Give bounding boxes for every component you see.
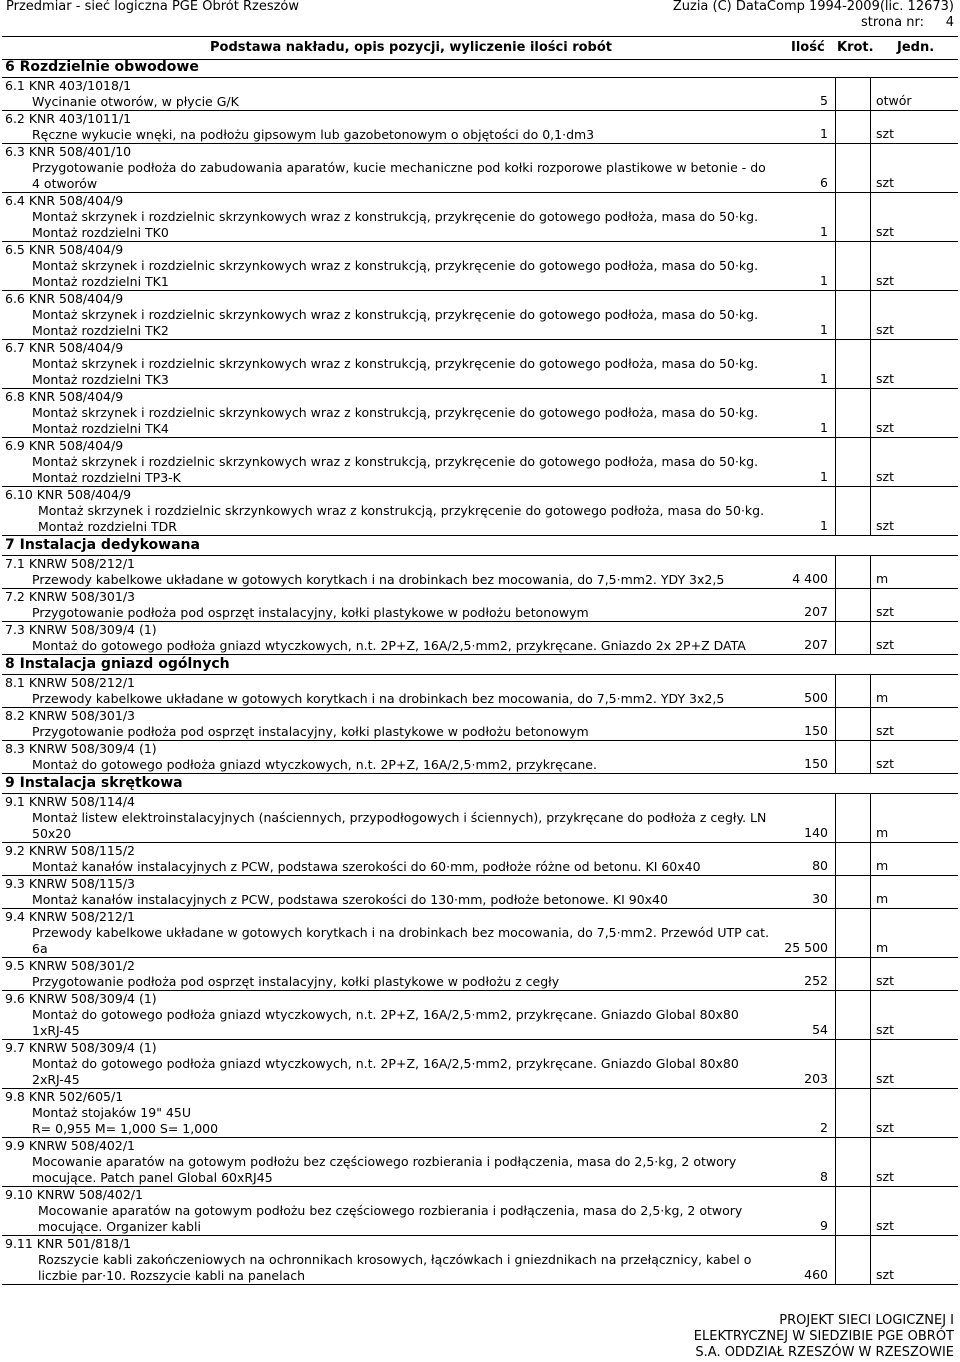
table-row — [2, 1236, 958, 1285]
item-quantity: 252 — [804, 973, 828, 988]
column-header-description: Podstawa nakładu, opis pozycji, wyliczenie ilości robót — [210, 40, 613, 55]
item-description: Przygotowanie podłoża pod osprzęt instalacyjny, kołki plastykowe w podłożu betonowym — [32, 724, 589, 739]
item-description: Montaż skrzynek i rozdzielnic skrzynkowych wraz z konstrukcją, przykręcenie do gotowego podłoża, masa do 50·kg. Montaż rozdzielni TK2 — [32, 307, 759, 338]
item-code: 6.4 KNR 508/404/9 — [5, 193, 124, 208]
item-description: Przygotowanie podłoża do zabudowania aparatów, kucie mechaniczne pod kołki rozporowe plastikowe w betonie - do 4 otworów — [32, 160, 766, 191]
item-description: Mocowanie aparatów na gotowym podłożu bez częściowego rozbierania i podłączenia, masa do 2,5·kg, 2 otwory mocujące. Patch panel Global 60xRJ45 — [32, 1154, 737, 1185]
item-code: 7.2 KNRW 508/301/3 — [5, 589, 136, 604]
item-description: Montaż skrzynek i rozdzielnic skrzynkowych wraz z konstrukcją, przykręcenie do gotowego podłoża, masa do 50·kg. Montaż rozdzielni TK1 — [32, 258, 759, 289]
column-header-unit: Jedn. — [897, 40, 935, 55]
item-code: 7.3 KNRW 508/309/4 (1) — [5, 622, 157, 637]
table-row — [2, 78, 958, 111]
item-code: 6.6 KNR 508/404/9 — [5, 291, 124, 306]
item-unit: m — [876, 940, 889, 955]
item-description: Montaż kanałów instalacyjnych z PCW, podstawa szerokości do 60·mm, podłoże różne od betonu. KI 60x40 — [32, 859, 701, 874]
item-description: Wycinanie otworów, w płycie G/K — [32, 94, 239, 109]
item-description: Montaż kanałów instalacyjnych z PCW, podstawa szerokości do 130·mm, podłoże betonowe. KI 90x40 — [32, 892, 668, 907]
item-quantity: 1 — [820, 224, 828, 239]
item-code: 9.10 KNRW 508/402/1 — [5, 1187, 143, 1202]
item-description: Przygotowanie podłoża pod osprzęt instalacyjny, kołki plastykowe w podłożu z cegły — [32, 974, 560, 989]
item-unit: szt — [876, 1267, 894, 1282]
item-unit: szt — [876, 973, 894, 988]
item-description: Ręczne wykucie wnęki, na podłożu gipsowym lub gazobetonowym o objętości do 0,1·dm3 — [32, 127, 595, 142]
table-row — [2, 843, 958, 876]
item-description: Montaż skrzynek i rozdzielnic skrzynkowych wraz z konstrukcją, przykręcenie do gotowego podłoża, masa do 50·kg. Montaż rozdzielni TK3 — [32, 356, 759, 387]
table-row — [2, 438, 958, 487]
item-code: 9.9 KNRW 508/402/1 — [5, 1138, 136, 1153]
item-description: Montaż do gotowego podłoża gniazd wtyczkowych, n.t. 2P+Z, 16A/2,5·mm2, przykręcane. Gniazdo Global 80x80 2xRJ-45 — [32, 1056, 739, 1087]
item-code: 6.3 KNR 508/401/10 — [5, 144, 132, 159]
table-row — [2, 1187, 958, 1236]
table-row — [2, 958, 958, 991]
item-description: Montaż do gotowego podłoża gniazd wtyczkowych, n.t. 2P+Z, 16A/2,5·mm2, przykręcane. Gniazdo 2x 2P+Z DATA — [32, 638, 746, 653]
table-row — [2, 991, 958, 1040]
item-description: Montaż skrzynek i rozdzielnic skrzynkowych wraz z konstrukcją, przykręcenie do gotowego podłoża, masa do 50·kg. Montaż rozdzielni TK4 — [32, 405, 759, 436]
table-row — [2, 708, 958, 741]
table-row — [2, 741, 958, 774]
item-unit: szt — [876, 1218, 894, 1233]
item-unit: szt — [876, 1120, 894, 1135]
item-description: Rozszycie kabli zakończeniowych na ochronnikach krosowych, łączówkach i gniezdnikach na przełącznicy, kabel o liczbie par·10. Rozszycie kabli na panelach — [38, 1252, 752, 1283]
item-code: 9.4 KNRW 508/212/1 — [5, 909, 136, 924]
item-unit: szt — [876, 604, 894, 619]
section-heading: 8 Instalacja gniazd ogólnych — [2, 655, 958, 675]
item-description: Przewody kabelkowe układane w gotowych korytkach i na drobinkach bez mocowania, do 7,5·mm2. Przewód UTP cat. 6a — [32, 925, 770, 956]
item-quantity: 1 — [820, 273, 828, 288]
table-row — [2, 340, 958, 389]
item-quantity: 30 — [812, 891, 828, 906]
item-quantity: 9 — [820, 1218, 828, 1233]
item-quantity: 1 — [820, 469, 828, 484]
item-code: 9.3 KNRW 508/115/3 — [5, 876, 136, 891]
item-description: Montaż skrzynek i rozdzielnic skrzynkowych wraz z konstrukcją, przykręcenie do gotowego podłoża, masa do 50·kg. Montaż rozdzielni TP3-K — [32, 454, 759, 485]
item-unit: szt — [876, 637, 894, 652]
table-row — [2, 675, 958, 708]
item-code: 6.10 KNR 508/404/9 — [5, 487, 132, 502]
item-code: 9.2 KNRW 508/115/2 — [5, 843, 136, 858]
item-quantity: 500 — [804, 690, 828, 705]
item-quantity: 1 — [820, 420, 828, 435]
table-row — [2, 111, 958, 144]
item-unit: szt — [876, 126, 894, 141]
item-unit: szt — [876, 1169, 894, 1184]
item-quantity: 150 — [804, 723, 828, 738]
item-description: Montaż stojaków 19" 45U — [32, 1105, 191, 1120]
item-quantity: 6 — [820, 175, 828, 190]
item-unit: otwór — [876, 93, 912, 108]
item-description: Montaż do gotowego podłoża gniazd wtyczkowych, n.t. 2P+Z, 16A/2,5·mm2, przykręcane. — [32, 757, 597, 772]
item-quantity: 460 — [804, 1267, 828, 1282]
project-footer — [694, 1313, 954, 1361]
item-code: 9.1 KNRW 508/114/4 — [5, 794, 136, 809]
item-quantity: 2 — [820, 1120, 828, 1135]
table-row — [2, 556, 958, 589]
item-quantity: 54 — [812, 1022, 828, 1037]
table-row — [2, 909, 958, 958]
item-quantity: 203 — [804, 1071, 828, 1086]
item-unit: szt — [876, 273, 894, 288]
item-quantity: 25 500 — [784, 940, 828, 955]
item-code: 9.5 KNRW 508/301/2 — [5, 958, 136, 973]
item-unit: szt — [876, 175, 894, 190]
column-header-krot: Krot. — [837, 40, 874, 55]
item-description: Montaż listew elektroinstalacyjnych (naściennych, przypodłogowych i ściennych), przykręcane do podłoża z cegły. LN 50x20 — [32, 810, 767, 841]
item-unit: szt — [876, 518, 894, 533]
page-label: strona nr: — [861, 15, 924, 30]
table-row — [2, 144, 958, 193]
item-unit: szt — [876, 723, 894, 738]
item-code: 8.1 KNRW 508/212/1 — [5, 675, 136, 690]
item-quantity: 150 — [804, 756, 828, 771]
item-description: Montaż do gotowego podłoża gniazd wtyczkowych, n.t. 2P+Z, 16A/2,5·mm2, przykręcane. Gniazdo Global 80x80 1xRJ-45 — [32, 1007, 739, 1038]
item-unit: m — [876, 825, 889, 840]
section-heading: 6 Rozdzielnie obwodowe — [2, 58, 958, 78]
item-unit: m — [876, 858, 889, 873]
item-code: 6.2 KNR 403/1011/1 — [5, 111, 132, 126]
item-code: 6.7 KNR 508/404/9 — [5, 340, 124, 355]
table-row — [2, 389, 958, 438]
table-row — [2, 242, 958, 291]
table-row — [2, 1089, 958, 1138]
item-coefficients: R= 0,955 M= 1,000 S= 1,000 — [32, 1121, 219, 1136]
item-description: Montaż skrzynek i rozdzielnic skrzynkowych wraz z konstrukcją, przykręcenie do gotowego podłoża, masa do 50·kg. Montaż rozdzielni TDR — [38, 503, 765, 534]
item-unit: m — [876, 571, 889, 586]
item-code: 7.1 KNRW 508/212/1 — [5, 556, 136, 571]
item-quantity: 1 — [820, 371, 828, 386]
item-description: Montaż skrzynek i rozdzielnic skrzynkowych wraz z konstrukcją, przykręcenie do gotowego podłoża, masa do 50·kg. Montaż rozdzielni TK0 — [32, 209, 759, 240]
item-quantity: 140 — [804, 825, 828, 840]
software-credit: Zuzia (C) DataComp 1994-2009(lic. 12673) — [672, 0, 954, 14]
table-row — [2, 622, 958, 655]
item-code: 6.9 KNR 508/404/9 — [5, 438, 124, 453]
item-code: 8.2 KNRW 508/301/3 — [5, 708, 136, 723]
table-row — [2, 193, 958, 242]
item-unit: szt — [876, 371, 894, 386]
item-quantity: 80 — [812, 858, 828, 873]
cost-estimate-table — [2, 58, 958, 1285]
item-unit: szt — [876, 322, 894, 337]
footer-line: ELEKTRYCZNEJ W SIEDZIBIE PGE OBRÓT — [693, 1329, 954, 1344]
table-row — [2, 589, 958, 622]
item-unit: szt — [876, 1022, 894, 1037]
item-quantity: 1 — [820, 518, 828, 533]
item-quantity: 1 — [820, 322, 828, 337]
column-header-row — [2, 36, 958, 60]
table-row — [2, 487, 958, 536]
table-row — [2, 1138, 958, 1187]
item-description: Przygotowanie podłoża pod osprzęt instalacyjny, kołki plastykowe w podłożu betonowym — [32, 605, 589, 620]
item-unit: szt — [876, 1071, 894, 1086]
section-heading: 7 Instalacja dedykowana — [2, 536, 958, 556]
item-code: 8.3 KNRW 508/309/4 (1) — [5, 741, 157, 756]
item-quantity: 8 — [820, 1169, 828, 1184]
item-quantity: 207 — [804, 604, 828, 619]
item-code: 6.8 KNR 508/404/9 — [5, 389, 124, 404]
document-title: Przedmiar - sieć logiczna PGE Obrót Rzeszów — [6, 0, 299, 14]
page-indicator — [861, 15, 954, 30]
table-row — [2, 876, 958, 909]
item-unit: m — [876, 891, 889, 906]
item-code: 6.1 KNR 403/1018/1 — [5, 78, 132, 93]
item-code: 9.7 KNRW 508/309/4 (1) — [5, 1040, 157, 1055]
item-code: 6.5 KNR 508/404/9 — [5, 242, 124, 257]
item-quantity: 1 — [820, 126, 828, 141]
item-unit: szt — [876, 756, 894, 771]
item-description: Mocowanie aparatów na gotowym podłożu bez częściowego rozbierania i podłączenia, masa do 2,5·kg, 2 otwory mocujące. Organizer kabli — [38, 1203, 743, 1234]
item-unit: szt — [876, 224, 894, 239]
page-number: 4 — [945, 15, 954, 30]
item-description: Przewody kabelkowe układane w gotowych korytkach i na drobinkach bez mocowania, do 7,5·mm2. YDY 3x2,5 — [32, 691, 725, 706]
item-unit: m — [876, 690, 889, 705]
item-quantity: 5 — [820, 93, 828, 108]
section-heading: 9 Instalacja skrętkowa — [2, 774, 958, 794]
item-description: Przewody kabelkowe układane w gotowych korytkach i na drobinkach bez mocowania, do 7,5·mm2. YDY 3x2,5 — [32, 572, 725, 587]
table-row — [2, 291, 958, 340]
footer-line: PROJEKT SIECI LOGICZNEJ I — [779, 1313, 954, 1328]
item-unit: szt — [876, 469, 894, 484]
item-unit: szt — [876, 420, 894, 435]
footer-line: S.A. ODDZIAŁ RZESZÓW W RZESZOWIE — [695, 1345, 954, 1360]
item-code: 9.11 KNR 501/818/1 — [5, 1236, 132, 1251]
item-code: 9.6 KNRW 508/309/4 (1) — [5, 991, 157, 1006]
item-code: 9.8 KNR 502/605/1 — [5, 1089, 124, 1104]
column-header-quantity: Ilość — [791, 40, 825, 55]
item-quantity: 207 — [804, 637, 828, 652]
table-row — [2, 794, 958, 843]
item-quantity: 4 400 — [792, 571, 828, 586]
table-row — [2, 1040, 958, 1089]
